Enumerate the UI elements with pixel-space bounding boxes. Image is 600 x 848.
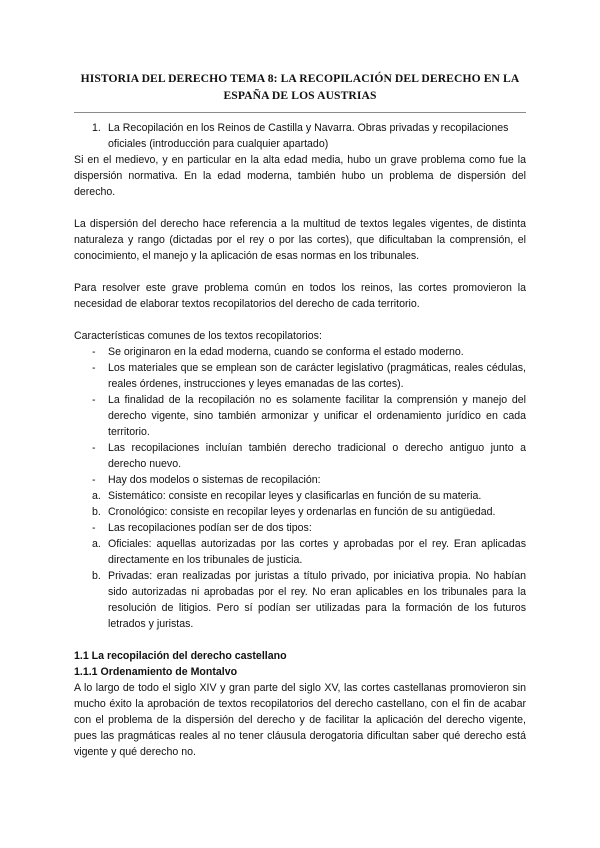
paragraph-dispersion-intro: Si en el medievo, y en particular en la alta edad media, hubo un grave problema como fue la dispersión normativa. En la edad moderna, también hubo un problema de dispersión del derecho.	[74, 154, 526, 198]
list-item: - Las recopilaciones incluían también derecho tradicional o derecho antiguo junto a derecho nuevo.	[92, 442, 526, 470]
title-divider	[74, 112, 526, 113]
list-item: a. Oficiales: aquellas autorizadas por las cortes y aprobadas por el rey. Eran aplicadas directamente en los tribunales de justicia.	[92, 538, 526, 566]
list-item: - Las recopilaciones podían ser de dos tipos:	[92, 522, 312, 534]
section-1-heading	[74, 120, 526, 152]
list-item: b. Cronológico: consiste en recopilar leyes y ordenarlas en función de su antigüedad.	[92, 506, 496, 518]
section-1-text: La Recopilación en los Reinos de Castilla y Navarra. Obras privadas y recopilaciones oficiales (introducción para cualquier apartado)	[108, 122, 509, 150]
subsection-heading: 1.1 La recopilación del derecho castellano	[74, 650, 287, 662]
list-item: - Los materiales que se emplean son de carácter legislativo (pragmáticas, reales cédulas, reales órdenes, instrucciones y leyes emanadas de las cortes).	[92, 362, 526, 390]
list-item: b. Privadas: eran realizadas por juristas a título privado, por iniciativa propia. No habían sido autorizadas ni aprobadas por el rey. No eran aplicables en los tribunales para la resolución de litigios. Pero sí podían ser utilizadas para la formación de los futuros letrados y juristas.	[92, 570, 526, 630]
document-title: HISTORIA DEL DERECHO TEMA 8: LA RECOPILACIÓN DEL DERECHO EN LA ESPAÑA DE LOS AUSTRIAS	[80, 72, 520, 102]
document-body	[74, 120, 526, 760]
list-item: - La finalidad de la recopilación no es solamente facilitar la comprensión y manejo del derecho vigente, sino también armonizar y unificar el ordenamiento jurídico en cada territorio.	[92, 394, 526, 438]
paragraph-dispersion-definition: La dispersión del derecho hace referencia a la multitud de textos legales vigentes, de distinta naturaleza y rango (dictadas por el rey o por las cortes), que dificultaban la comprensión, el conocimiento, el manejo y la aplicación de esas normas en los tribunales.	[74, 218, 526, 262]
paragraph-montalvo: A lo largo de todo el siglo XIV y gran parte del siglo XV, las cortes castellanas promovieron sin mucho éxito la aprobación de textos recopilatorios del derecho castellano, con el fin de acabar con el problema de la dispersión del derecho y de facilitar la aplicación del derecho vigente, pues las pragmáticas reales al no tener cláusula derogatoria dificultan saber qué derecho está vigente y qué derecho no.	[74, 682, 526, 758]
list-item: a. Sistemático: consiste en recopilar leyes y clasificarlas en función de su materia.	[92, 490, 482, 502]
paragraph-resolution: Para resolver este grave problema común en todos los reinos, las cortes promovieron la necesidad de elaborar textos recopilatorios del derecho de cada territorio.	[74, 282, 526, 310]
characteristics-list	[74, 344, 526, 632]
list-item: - Se originaron en la edad moderna, cuando se conforma el estado moderno.	[92, 346, 464, 358]
subsubsection-heading: 1.1.1 Ordenamiento de Montalvo	[74, 666, 238, 678]
section-1-number: 1.	[92, 122, 101, 134]
paragraph-characteristics-intro: Características comunes de los textos recopilatorios:	[74, 330, 322, 342]
list-item: - Hay dos modelos o sistemas de recopilación:	[92, 474, 321, 486]
